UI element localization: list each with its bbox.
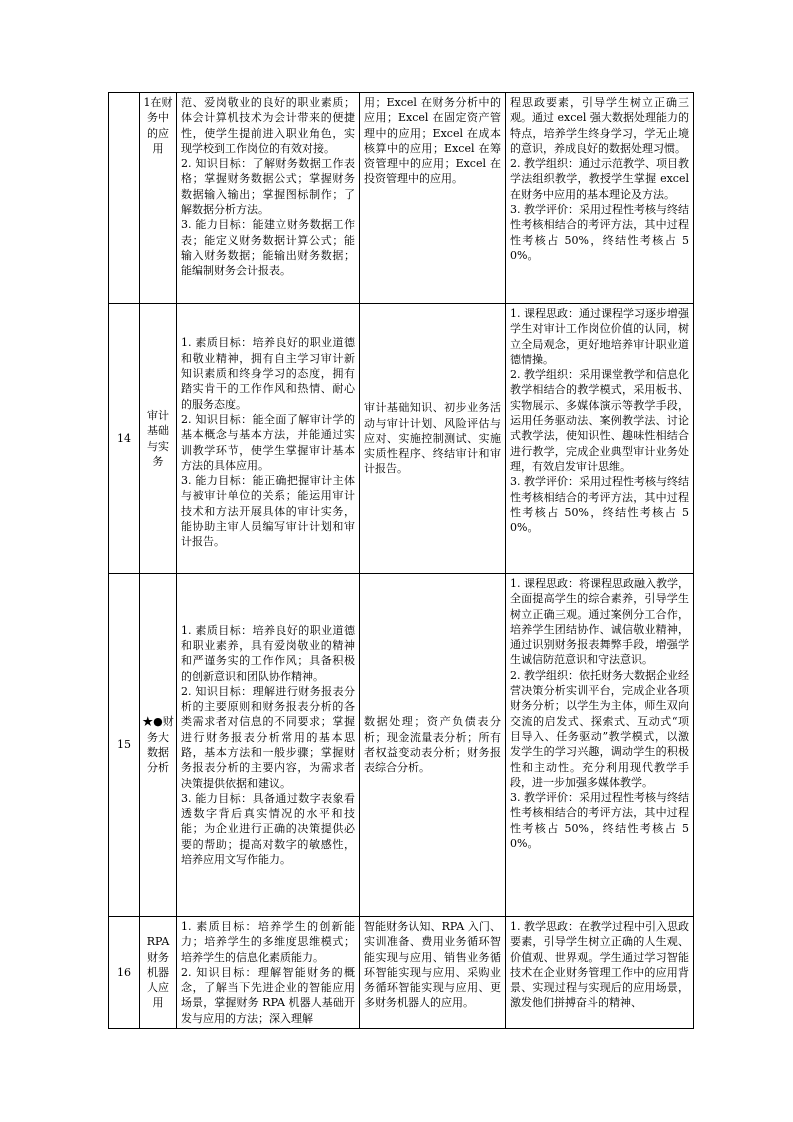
course-table <box>108 92 694 1029</box>
objectives-cell <box>177 574 360 917</box>
objective-text: 2. 知识目标：能全面了解审计学的基本概念与基本方法，并能通过实训教学环节，使学生掌握审计基本方法的具体应用。 <box>181 412 355 472</box>
row-number: 14 <box>109 304 140 574</box>
table-row <box>109 574 694 917</box>
requirement-text: 2. 教学组织：采用课堂教学和信息化教学相结合的教学模式，采用板书、实物展示、多媒体演示等教学手段，运用任务驱动法、案例教学法、讨论式教学法，使知识性、趣味性相结合进行教学，完成企业典型审计业务处理，有效启发审计思维。 <box>510 368 689 473</box>
requirement-text: 1. 课程思政：将课程思政融入教学，全面提高学生的综合素养，引导学生树立正确三观。通过案例分工合作，培养学生团结协作、诚信敬业精神，通过识别财务报表舞弊手段，增强学生诚信防范意识和守法意识。 <box>510 577 689 667</box>
course-name: 1在财务中的应用 <box>140 93 177 304</box>
content-cell: 数据处理；资产负债表分析；现金流量表分析；所有者权益变动表分析；财务报表综合分析。 <box>360 574 506 917</box>
objective-text: 2. 知识目标：理解进行财务报表分析的主要原则和财务报表分析的各类需求者对信息的不同要求；掌握进行财务报表分析常用的基本思路，基本方法和一般步骤；掌握财务报表分析的主要内容，为需求者决策提供依据和建议。 <box>181 684 355 790</box>
row-number: 15 <box>109 574 140 917</box>
objective-text: 1. 素质目标：培养学生的创新能力；培养学生的多维度思维模式；培养学生的信息化素质能力。 <box>181 920 355 964</box>
row-number <box>109 93 140 304</box>
requirement-text: 1. 教学思政：在教学过程中引入思政要素，引导学生树立正确的人生观、价值观、世界观。学生通过学习智能技术在企业财务管理工作中的应用背景、实现过程与实现后的应用场景，激发他们拼搏奋斗的精神、 <box>510 920 689 1010</box>
requirement-text: 程思政要素，引导学生树立正确三观。通过 excel 强大数据处理能力的特点，培养学生终身学习，学无止境的意识，养成良好的数据处理习惯。 <box>510 96 689 155</box>
objective-text: 1. 素质目标：培养良好的职业道德和敬业精神，拥有自主学习审计新知识素质和终身学习的态度，拥有踏实肯干的工作作风和热情、耐心的服务态度。 <box>181 336 355 411</box>
objective-text: 范、爱岗敬业的良好的职业素质；体会计算机技术为会计带来的便捷性，使学生提前进入职业角色，实现学校到工作岗位的有效对接。 <box>181 96 355 155</box>
course-name: ★●财务大数据分析 <box>140 574 177 917</box>
table-row <box>109 304 694 574</box>
requirements-cell <box>506 917 694 1029</box>
requirement-text: 3. 教学评价：采用过程性考核与终结性考核相结合的考评方法，其中过程性考核占 50%，终结性考核占 50%。 <box>510 203 689 262</box>
objective-text: 3. 能力目标：具备通过数字表象看透数字背后真实情况的水平和技能；为企业进行正确的决策提供必要的帮助；提高对数字的敏感性，培养应用文写作能力。 <box>181 791 355 867</box>
objective-text: 1. 素质目标：培养良好的职业道德和职业素养，具有爱岗敬业的精神和严谨务实的工作作风；具备积极的创新意识和团队协作精神。 <box>181 623 355 683</box>
requirement-text: 3. 教学评价：采用过程性考核与终结性考核相结合的考评方法，其中过程性考核占 50%，终结性考核占 50%。 <box>510 475 689 535</box>
objective-text: 3. 能力目标：能正确把握审计主体与被审计单位的关系；能运用审计技术和方法开展具体的审计实务，能协助主审人员编写审计计划和审计报告。 <box>181 474 355 549</box>
course-name: 审计基础与实务 <box>140 304 177 574</box>
objective-text: 3. 能力目标：能建立财务数据工作表；能定义财务数据计算公式；能输入财务数据；能输出财务数据；能编制财务会计报表。 <box>181 218 355 278</box>
content-cell: 用；Excel 在财务分析中的应用；Excel 在固定资产管理中的应用；Excel 在成本核算中的应用；Excel 在筹资管理中的应用；Excel 在投资管理中的应用。 <box>360 93 506 304</box>
course-name: RPA财务机器人应用 <box>140 917 177 1029</box>
requirement-text: 3. 教学评价：采用过程性考核与终结性考核相结合的考评方法，其中过程性考核占 50%，终结性考核占 50%。 <box>510 791 689 851</box>
objective-text: 2. 知识目标：理解智能财务的概念，了解当下先进企业的智能应用场景，掌握财务 RPA 机器人基础开发与应用的方法；深入理解 <box>181 965 355 1025</box>
requirement-text: 2. 教学组织：通过示范教学、项目教学法组织教学，教授学生掌握 excel 在财务中应用的基本理论及方法。 <box>510 157 689 201</box>
objectives-cell <box>177 304 360 574</box>
objective-text: 2. 知识目标：了解财务数据工作表格；掌握财务数据公式；掌握财务数据输入输出；掌握图标制作；了解数据分析方法。 <box>181 157 355 217</box>
objectives-cell <box>177 917 360 1029</box>
requirement-text: 1. 课程思政：通过课程学习逐步增强学生对审计工作岗位价值的认同，树立全局观念，更好地培养审计职业道德情操。 <box>510 307 689 366</box>
requirements-cell <box>506 93 694 304</box>
content-cell: 审计基础知识、初步业务活动与审计计划、风险评估与应对、实施控制测试、实施实质性程序、终结审计和审计报告。 <box>360 304 506 574</box>
table-row <box>109 93 694 304</box>
objectives-cell <box>177 93 360 304</box>
requirements-cell <box>506 304 694 574</box>
table-row <box>109 917 694 1029</box>
row-number: 16 <box>109 917 140 1029</box>
requirements-cell <box>506 574 694 917</box>
requirement-text: 2. 教学组织：依托财务大数据企业经营决策分析实训平台，完成企业各项财务分析；以学生为主体，师生双向交流的启发式、探索式、互动式“项目导入、任务驱动”教学模式，以激发学生的学习兴趣，调动学生的积极性和主动性。充分利用现代教学手段，进一步加强多媒体教学。 <box>510 668 689 789</box>
content-cell: 智能财务认知、RPA 入门、实训准备、费用业务循环智能实现与应用、销售业务循环智能实现与应用、采购业务循环智能实现与应用、更多财务机器人的应用。 <box>360 917 506 1029</box>
